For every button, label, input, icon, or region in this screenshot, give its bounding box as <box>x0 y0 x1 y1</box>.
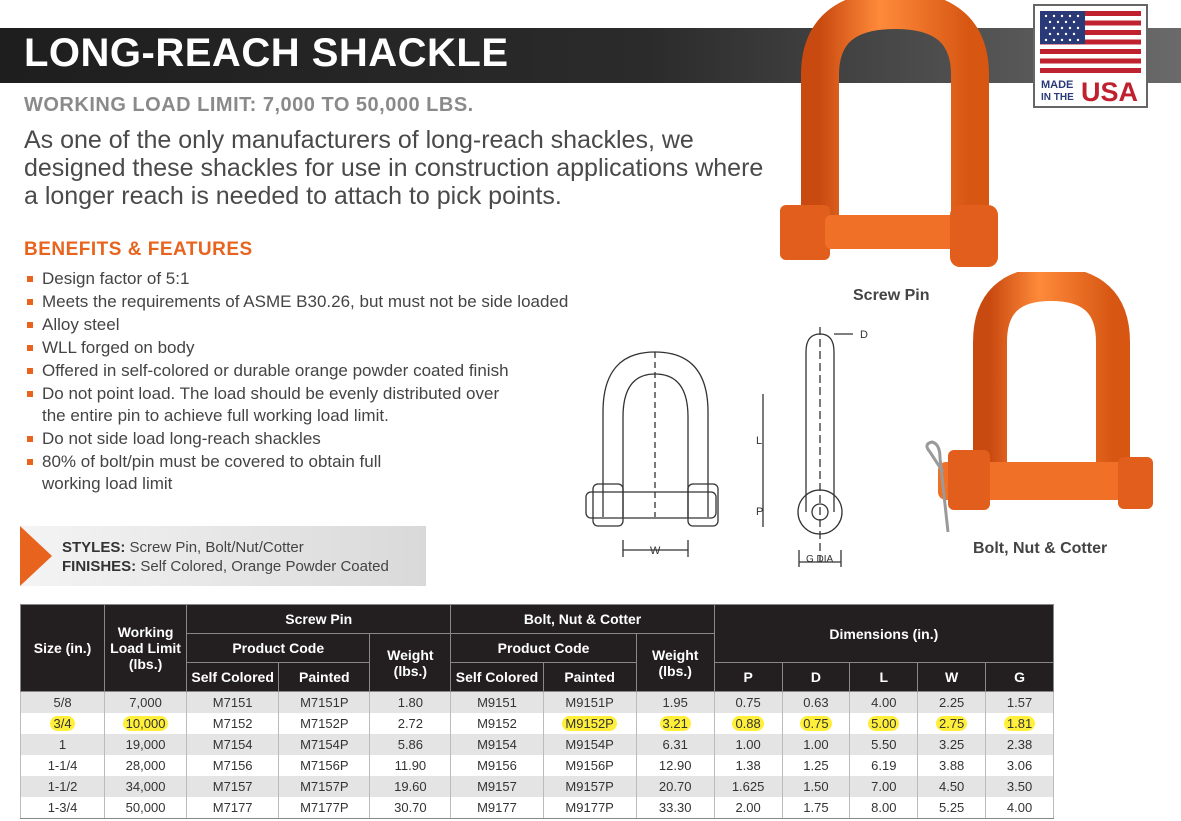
cell-value: 5/8 <box>53 695 72 710</box>
screw-pin-label: Screw Pin <box>853 287 930 304</box>
col-d: D <box>782 663 850 692</box>
cell-value: 8.00 <box>871 800 897 815</box>
table-cell <box>105 692 187 714</box>
cell-value: M9154 <box>477 737 517 752</box>
table-cell <box>187 755 279 776</box>
cell-value: 1.95 <box>662 695 688 710</box>
table-cell <box>279 797 370 819</box>
table-cell <box>451 713 543 734</box>
arrow-icon <box>20 526 52 586</box>
table-cell <box>451 734 543 755</box>
intro-paragraph: As one of the only manufacturers of long-reach shackles, we designed these shackles for use in construction applications where a longer reach is needed to attach to pick points. <box>24 126 764 210</box>
table-cell <box>714 692 782 714</box>
cell-value: M7151 <box>212 695 253 710</box>
table-cell <box>451 692 543 714</box>
table-cell <box>850 797 918 819</box>
table-cell <box>714 755 782 776</box>
table-row <box>21 734 1054 755</box>
table-cell <box>370 734 451 755</box>
table-cell <box>543 734 636 755</box>
table-cell <box>21 797 105 819</box>
cell-value: 2.25 <box>938 695 965 710</box>
table-cell <box>543 692 636 714</box>
table-cell <box>370 713 451 734</box>
table-cell <box>279 713 370 734</box>
cell-value: M9157P <box>565 779 614 794</box>
table-cell <box>636 797 714 819</box>
cell-value: 0.75 <box>800 716 831 731</box>
styles-text <box>62 538 389 576</box>
cell-value: 5.50 <box>871 737 897 752</box>
cell-value: 4.00 <box>871 695 897 710</box>
cell-value: 1.625 <box>731 779 765 794</box>
cell-value: 6.19 <box>871 758 897 773</box>
table-cell <box>21 734 105 755</box>
col-sp-weight: Weight (lbs.) <box>370 634 451 692</box>
table-cell <box>451 797 543 819</box>
cell-value: 7,000 <box>129 695 162 710</box>
benefits-list <box>24 268 644 496</box>
col-bolt-nut: Bolt, Nut & Cotter <box>451 605 714 634</box>
table-cell <box>918 755 986 776</box>
cell-value: M7157P <box>300 779 349 794</box>
page-subtitle: WORKING LOAD LIMIT: 7,000 TO 50,000 LBS. <box>24 94 474 116</box>
cell-value: 4.50 <box>938 779 965 794</box>
table-cell <box>370 692 451 714</box>
cell-value: 2.75 <box>936 716 967 731</box>
cell-value: 3.21 <box>660 716 691 731</box>
cell-value: M7157 <box>212 779 253 794</box>
finishes-value: Self Colored, Orange Powder Coated <box>140 558 389 575</box>
spec-table-body <box>21 692 1054 819</box>
page-title: LONG-REACH SHACKLE <box>24 31 509 75</box>
table-cell <box>279 734 370 755</box>
bolt-nut-cotter-shackle-image <box>918 272 1163 542</box>
table-cell <box>543 755 636 776</box>
made-in-usa-badge <box>1033 4 1148 108</box>
col-p: P <box>714 663 782 692</box>
dim-p-label: P <box>756 506 764 518</box>
cell-value: M7152 <box>212 716 253 731</box>
col-l: L <box>850 663 918 692</box>
table-row <box>21 797 1054 819</box>
table-cell <box>850 692 918 714</box>
table-cell <box>105 734 187 755</box>
table-cell <box>279 692 370 714</box>
table-cell <box>21 776 105 797</box>
cell-value: 0.75 <box>735 695 761 710</box>
table-cell <box>918 692 986 714</box>
table-cell <box>918 713 986 734</box>
col-sp-self-colored: Self Colored <box>187 663 279 692</box>
cell-value: 1-1/2 <box>47 779 78 794</box>
table-cell <box>370 755 451 776</box>
table-cell <box>850 713 918 734</box>
cell-value: 1.25 <box>803 758 829 773</box>
table-cell <box>21 713 105 734</box>
dim-l-label: L <box>756 435 763 447</box>
table-cell <box>187 776 279 797</box>
dim-w-label: W <box>650 545 661 557</box>
cell-value: M7156 <box>212 758 253 773</box>
cell-value: M9151 <box>477 695 517 710</box>
cell-value: 1-1/4 <box>47 758 78 773</box>
benefit-item: Do not point load. The load should be evenly distributed over the entire pin to achieve full working load limit. <box>24 383 512 427</box>
cell-value: 1-3/4 <box>47 800 78 815</box>
table-cell <box>850 755 918 776</box>
cell-value: 2.72 <box>397 716 424 731</box>
col-bn-painted: Painted <box>543 663 636 692</box>
cell-value: 34,000 <box>125 779 166 794</box>
col-bn-product-code: Product Code <box>451 634 636 663</box>
cell-value: 3.06 <box>1006 758 1033 773</box>
cell-value: 3.25 <box>938 737 965 752</box>
table-cell <box>714 713 782 734</box>
table-cell <box>21 755 105 776</box>
table-cell <box>782 734 850 755</box>
cell-value: M9154P <box>565 737 614 752</box>
shackle-dimension-diagram <box>578 322 878 567</box>
table-cell <box>370 776 451 797</box>
table-cell <box>918 797 986 819</box>
col-size: Size (in.) <box>21 605 105 692</box>
table-cell <box>714 776 782 797</box>
table-cell <box>636 692 714 714</box>
cell-value: 3.88 <box>938 758 965 773</box>
cell-value: M7156P <box>300 758 349 773</box>
table-cell <box>451 755 543 776</box>
benefit-item: Meets the requirements of ASME B30.26, but must not be side loaded <box>24 291 644 313</box>
table-cell <box>918 776 986 797</box>
cell-value: M9156P <box>565 758 614 773</box>
cell-value: 1.80 <box>397 695 424 710</box>
cell-value: 1.50 <box>803 779 829 794</box>
cell-value: 2.38 <box>1006 737 1033 752</box>
table-row <box>21 755 1054 776</box>
benefit-item: WLL forged on body <box>24 337 644 359</box>
cell-value: 5.25 <box>938 800 965 815</box>
table-cell <box>782 797 850 819</box>
cell-value: M7154P <box>300 737 349 752</box>
cell-value: 3/4 <box>50 716 74 731</box>
spec-table <box>20 604 1054 819</box>
table-cell <box>986 713 1054 734</box>
cell-value: 33.30 <box>658 800 692 815</box>
benefit-item: Design factor of 5:1 <box>24 268 644 290</box>
table-cell <box>105 776 187 797</box>
benefit-item: Alloy steel <box>24 314 644 336</box>
cell-value: 6.31 <box>662 737 688 752</box>
cell-value: M9177 <box>477 800 517 815</box>
screw-pin-shackle-image <box>770 0 1030 275</box>
table-cell <box>986 755 1054 776</box>
cell-value: M9152 <box>477 716 517 731</box>
cell-value: M9156 <box>477 758 517 773</box>
cell-value: M9157 <box>477 779 517 794</box>
cell-value: 12.90 <box>658 758 692 773</box>
cell-value: 1.00 <box>803 737 829 752</box>
table-row <box>21 776 1054 797</box>
table-cell <box>451 776 543 797</box>
cell-value: 28,000 <box>125 758 166 773</box>
col-dimensions: Dimensions (in.) <box>714 605 1053 663</box>
col-sp-painted: Painted <box>279 663 370 692</box>
cell-value: 0.63 <box>803 695 829 710</box>
cell-value: 20.70 <box>658 779 692 794</box>
table-cell <box>105 755 187 776</box>
table-cell <box>187 692 279 714</box>
table-cell <box>782 755 850 776</box>
table-cell <box>636 713 714 734</box>
cell-value: 30.70 <box>394 800 427 815</box>
cell-value: 1.75 <box>803 800 829 815</box>
cell-value: 50,000 <box>125 800 166 815</box>
table-cell <box>918 734 986 755</box>
table-cell <box>986 776 1054 797</box>
col-bn-self-colored: Self Colored <box>451 663 543 692</box>
table-row <box>21 692 1054 714</box>
cell-value: 1.00 <box>735 737 761 752</box>
col-wll: Working Load Limit (lbs.) <box>105 605 187 692</box>
cell-value: 1.57 <box>1006 695 1033 710</box>
cell-value: 1.38 <box>735 758 761 773</box>
col-bn-weight: Weight (lbs.) <box>636 634 714 692</box>
cell-value: 5.00 <box>868 716 899 731</box>
benefits-heading: BENEFITS & FEATURES <box>24 239 253 260</box>
benefit-item: Offered in self-colored or durable orange powder coated finish <box>24 360 644 382</box>
cell-value: M7177 <box>212 800 253 815</box>
cell-value: 3.50 <box>1006 779 1033 794</box>
cell-value: 5.86 <box>397 737 424 752</box>
table-cell <box>543 713 636 734</box>
table-cell <box>782 713 850 734</box>
col-sp-product-code: Product Code <box>187 634 370 663</box>
table-cell <box>543 797 636 819</box>
cell-value: M7177P <box>300 800 349 815</box>
table-cell <box>986 797 1054 819</box>
dim-d-label: D <box>860 329 868 341</box>
table-cell <box>714 797 782 819</box>
cell-value: 7.00 <box>871 779 897 794</box>
col-w: W <box>918 663 986 692</box>
us-flag-icon <box>1035 6 1146 106</box>
cell-value: 1 <box>58 737 67 752</box>
cell-value: M7154 <box>212 737 253 752</box>
cell-value: 10,000 <box>123 716 169 731</box>
cell-value: 19.60 <box>394 779 427 794</box>
styles-label: STYLES: <box>62 539 126 556</box>
cell-value: 1.81 <box>1004 716 1035 731</box>
cell-value: M9152P <box>562 716 616 731</box>
table-cell <box>636 755 714 776</box>
table-cell <box>105 797 187 819</box>
table-cell <box>370 797 451 819</box>
cell-value: M9151P <box>565 695 614 710</box>
cell-value: M9177P <box>565 800 614 815</box>
table-cell <box>636 776 714 797</box>
table-row <box>21 713 1054 734</box>
table-cell <box>187 734 279 755</box>
table-cell <box>279 755 370 776</box>
table-cell <box>782 776 850 797</box>
table-cell <box>187 713 279 734</box>
cell-value: 4.00 <box>1006 800 1033 815</box>
table-cell <box>21 692 105 714</box>
benefit-item: Do not side load long-reach shackles <box>24 428 644 450</box>
cell-value: 19,000 <box>125 737 166 752</box>
bolt-nut-cotter-label: Bolt, Nut & Cotter <box>973 540 1108 557</box>
table-cell <box>543 776 636 797</box>
table-cell <box>636 734 714 755</box>
table-cell <box>714 734 782 755</box>
table-cell <box>187 797 279 819</box>
table-cell <box>986 692 1054 714</box>
table-cell <box>782 692 850 714</box>
styles-value: Screw Pin, Bolt/Nut/Cotter <box>129 539 304 556</box>
benefit-item: 80% of bolt/pin must be covered to obtain full working load limit <box>24 451 402 495</box>
cell-value: M7151P <box>300 695 349 710</box>
finishes-label: FINISHES: <box>62 558 137 575</box>
col-screw-pin: Screw Pin <box>187 605 451 634</box>
badge-in-the: IN THE <box>1041 92 1074 103</box>
badge-made: MADE <box>1041 79 1074 91</box>
table-cell <box>850 776 918 797</box>
table-cell <box>986 734 1054 755</box>
table-cell <box>279 776 370 797</box>
col-g: G <box>986 663 1054 692</box>
table-cell <box>850 734 918 755</box>
cell-value: 11.90 <box>394 758 427 773</box>
badge-usa: USA <box>1081 77 1139 106</box>
cell-value: M7152P <box>300 716 349 731</box>
table-cell <box>105 713 187 734</box>
cell-value: 0.88 <box>732 716 763 731</box>
cell-value: 2.00 <box>735 800 761 815</box>
dim-g-label: G DIA <box>806 554 834 565</box>
